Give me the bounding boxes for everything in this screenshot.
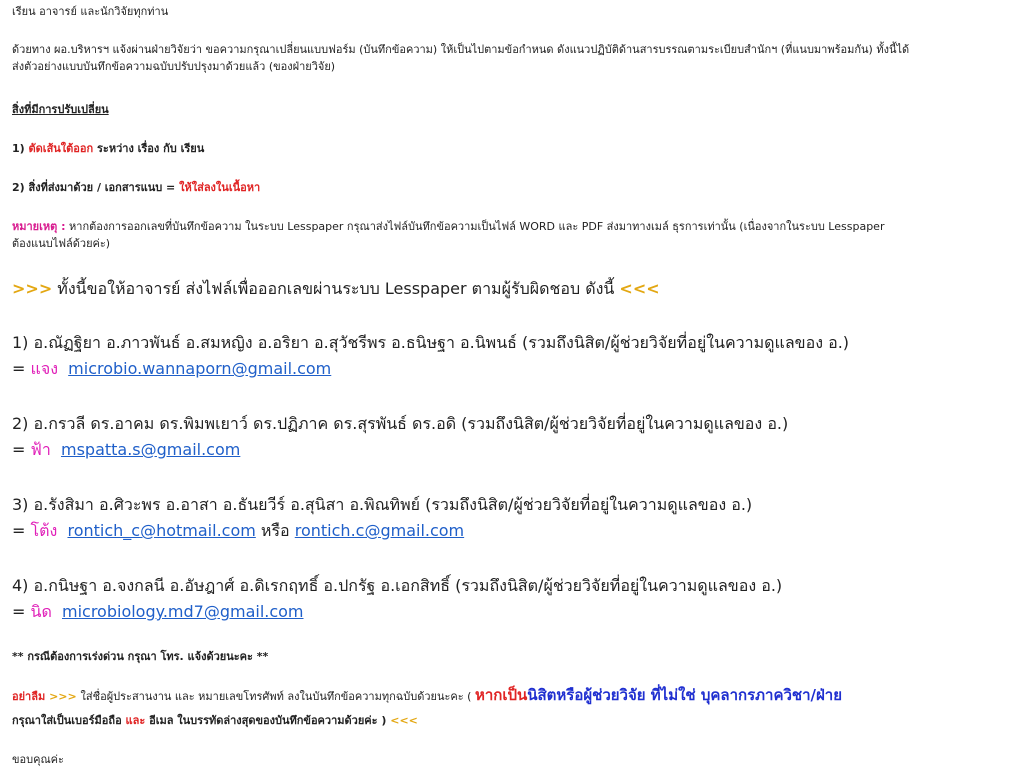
greeting: เรียน อาจารย์ และนักวิจัยทุกท่าน [12,5,169,18]
reminder-big-blue: นิสิตหรือผู้ช่วยวิจัย ที่ไม่ใช่ บุคลากรภาควิชา/ฝ่าย [527,686,842,704]
note-text-1: หากต้องการออกเลขที่บันทึกข้อความ ในระบบ Lesspaper กรุณาส่งไฟล์บันทึกข้อความเป็นไฟล์ WORD และ PDF ส่งมาทางเมล์ ธุรการเท่านั้น (เนื่องจากในระบบ Lesspaper [65,220,885,233]
intro-line-2: ส่งตัวอย่างแบบบันทึกข้อความฉบับปรับปรุงมาด้วยแล้ว (ของฝ่ายวิจัย) [12,60,336,73]
group-2-eq: = [12,440,31,459]
changes-heading: สิ่งที่มีการปรับเปลี่ยน [12,103,109,116]
change-item-1 [12,140,1000,157]
change-1-rest: ระหว่าง เรื่อง กับ เรียน [93,142,205,155]
group-3-nick: โต้ง [30,521,58,540]
announce-text: ทั้งนี้ขอให้อาจารย์ ส่งไฟล์เพื่อออกเลขผ่านระบบ Lesspaper ตามผู้รับผิดชอบ ดังนี้ [52,279,620,298]
group-1-email-link[interactable]: microbio.wannaporn@gmail.com [68,359,332,378]
announce-close-arrows: <<< [619,279,660,298]
change-1-number: 1) [12,142,29,155]
group-4-contact [12,599,1000,625]
note-label: หมายเหตุ : [12,220,66,233]
reminder-big-red: หากเป็น [474,686,528,704]
intro-line-1: ด้วยทาง ผอ.บริหารฯ แจ้งผ่านฝ่ายวิจัยว่า ขอความกรุณาเปลี่ยนแบบฟอร์ม (บันทึกข้อความ) ให้เป็นไปตามข้อกำหนด ดังแนวปฏิบัติด้านสารบรรณตามระเบียบสำนักฯ (ที่แนบมาพร้อมกัน) ทั้งนี้ได้ [12,43,910,56]
reminder-label: อย่าลืม [12,690,46,703]
group-3-email-link-2[interactable]: rontich.c@gmail.com [294,521,465,540]
group-2-contact [12,437,1000,463]
reminder-line-2-a: กรุณาใส่เป็นเบอร์มือถือ [12,714,126,727]
urgent-note: ** กรณีต้องการเร่งด่วน กรุณา โทร. แจ้งด้วยนะคะ ** [12,650,269,663]
change-2-text: 2) สิ่งที่ส่งมาด้วย / เอกสารแนบ = [12,181,180,194]
note-line-2: ต้องแนบไฟล์ด้วยค่ะ) [12,237,111,250]
group-4-members: 4) อ.กนิษฐา อ.จงกลนี อ.อัษฎาศ์ อ.ดิเรกฤทธิ์ อ.ปกรัฐ อ.เอกสิทธิ์ (รวมถึงนิสิต/ผู้ช่วยวิจัยที่อยู่ในความดูแลของ อ.) [12,576,783,595]
group-3-members: 3) อ.รังสิมา อ.ศิวะพร อ.อาสา อ.ธันยวีร์ อ.สุนิสา อ.พิณทิพย์ (รวมถึงนิสิต/ผู้ช่วยวิจัยที่อยู่ในความดูแลของ อ.) [12,495,753,514]
group-4-email-link[interactable]: microbiology.md7@gmail.com [62,602,304,621]
group-2-email-link[interactable]: mspatta.s@gmail.com [60,440,241,459]
group-1-contact [12,356,1000,382]
reminder-close-arrows: <<< [390,714,418,727]
group-1-eq: = [12,359,31,378]
reminder-arrow: >>> [45,690,81,703]
group-3-eq: = [12,521,31,540]
group-1-members: 1) อ.ณัฏฐิยา อ.ภาวพันธ์ อ.สมหญิง อ.อริยา อ.สุวัชรีพร อ.ธนิษฐา อ.นิพนธ์ (รวมถึงนิสิต/ผู้ช่วยวิจัยที่อยู่ในความดูแลของ อ.) [12,333,850,352]
announcement [12,276,1000,302]
change-2-highlight: ให้ใส่ลงในเนื้อหา [179,181,261,194]
reminder-line-1 [12,687,1000,705]
thanks: ขอบคุณค่ะ [12,753,64,766]
group-3-contact [12,518,1000,544]
group-4-nick: นิด [30,602,52,621]
group-2-members: 2) อ.กรวลี ดร.อาคม ดร.พิมพเยาว์ ดร.ปฏิภาค ดร.สุรพันธ์ ดร.อดิ (รวมถึงนิสิต/ผู้ช่วยวิจัยที่อยู่ในความดูแลของ อ.) [12,414,789,433]
reminder-line-2-and: และ [125,714,146,727]
group-3-email-link[interactable]: rontich_c@hotmail.com [67,521,256,540]
group-3-or: หรือ [255,521,295,540]
reminder-text: ใส่ชื่อผู้ประสานงาน และ หมายเลขโทรศัพท์ ลงในบันทึกข้อความทุกฉบับด้วยนะคะ ( [80,690,475,703]
group-4-eq: = [12,602,31,621]
reminder-line-2-b: อีเมล ในบรรทัดล่างสุดของบันทึกข้อความด้วยค่ะ ) [145,714,391,727]
change-item-2 [12,179,1000,196]
change-1-highlight: ตัดเส้นใต้ออก [28,142,94,155]
note-line-1 [12,218,1000,235]
reminder-line-2 [12,712,1000,729]
group-1-nick: แจง [30,359,58,378]
group-2-nick: ฟ้า [30,440,51,459]
announce-open-arrows: >>> [12,279,53,298]
